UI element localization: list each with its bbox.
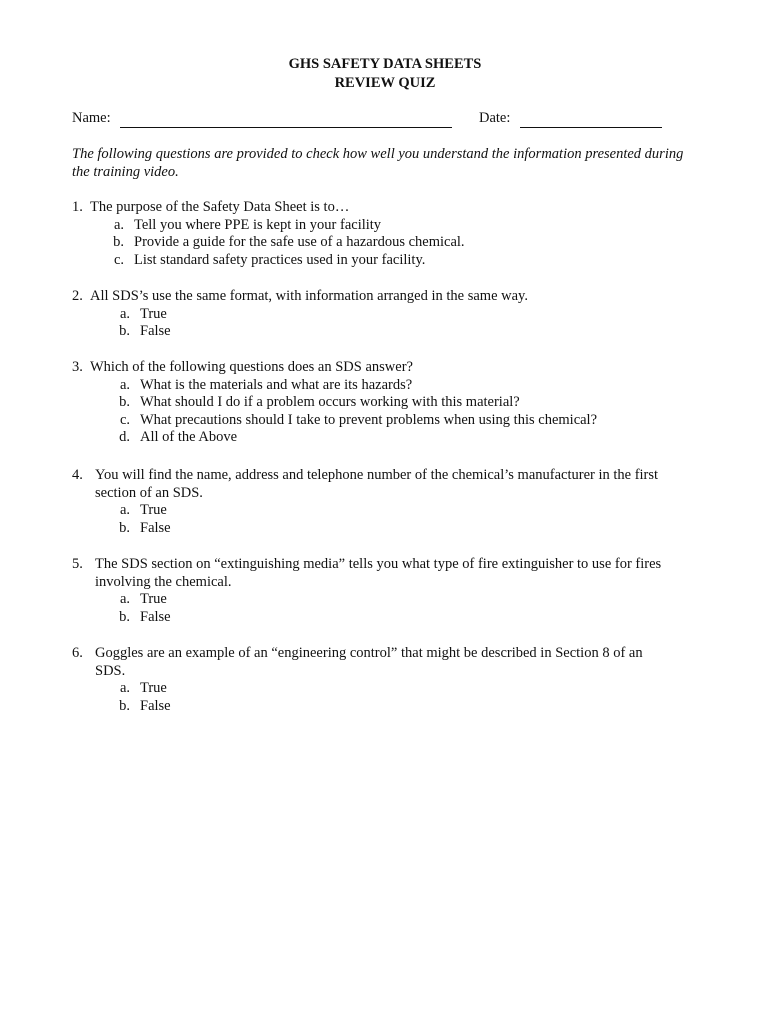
question-2 <box>72 288 702 341</box>
date-field[interactable] <box>520 127 662 128</box>
document-subtitle: REVIEW QUIZ <box>334 75 436 91</box>
option-letter: c. <box>119 411 130 428</box>
question-1 <box>72 199 702 269</box>
question-6 <box>72 645 702 715</box>
question-text: All SDS’s use the same format, with information arranged in the same way. <box>90 288 528 304</box>
question-text: You will find the name, address and telephone number of the chemical’s manufacturer in the first <box>95 467 659 483</box>
option-text: False <box>140 519 171 536</box>
question-number: 1. <box>72 199 83 215</box>
option-text: List standard safety practices used in your facility. <box>134 251 426 268</box>
question-text: The purpose of the Safety Data Sheet is to… <box>90 199 350 215</box>
option-text: What should I do if a problem occurs working with this material? <box>140 394 520 411</box>
option-letter: a. <box>119 376 130 393</box>
option-text: False <box>140 323 171 340</box>
option-letter: b. <box>119 608 130 625</box>
option-letter: b. <box>119 697 130 714</box>
option-letter: a. <box>119 502 130 519</box>
option-text: True <box>140 591 167 608</box>
option-text: True <box>140 680 167 697</box>
option-letter: a. <box>119 591 130 608</box>
option-item <box>72 394 702 412</box>
option-text: All of the Above <box>140 429 238 446</box>
option-item <box>72 412 702 430</box>
option-text: What is the materials and what are its hazards? <box>140 376 413 393</box>
option-letter: b. <box>119 323 130 340</box>
question-number: 4. <box>72 467 83 483</box>
option-text: Tell you where PPE is kept in your facility <box>134 216 382 233</box>
question-5 <box>72 556 702 626</box>
option-letter: d. <box>119 429 130 446</box>
option-letter: b. <box>119 519 130 536</box>
question-text: The SDS section on “extinguishing media” tells you what type of fire extinguisher to use for fires <box>95 556 662 572</box>
option-letter: b. <box>119 394 130 411</box>
question-4 <box>72 467 702 537</box>
question-text: Which of the following questions does an SDS answer? <box>90 359 413 375</box>
option-letter: a. <box>113 216 124 233</box>
question-text-continued: SDS. <box>95 662 126 679</box>
option-item <box>72 234 702 252</box>
question-text: Goggles are an example of an “engineering control” that might be described in Section 8 of an <box>95 645 643 661</box>
question-number: 2. <box>72 288 83 304</box>
name-field[interactable] <box>120 127 452 128</box>
option-item <box>72 217 702 235</box>
name-label: Name: <box>72 110 111 126</box>
document-title: GHS SAFETY DATA SHEETS <box>288 56 482 72</box>
option-item <box>72 698 702 716</box>
question-3 <box>72 359 702 447</box>
option-letter: c. <box>113 251 124 268</box>
intro-text: The following questions are provided to check how well you understand the information presented during the training video. <box>72 146 684 180</box>
option-item <box>72 377 702 395</box>
option-text: False <box>140 697 171 714</box>
question-number: 3. <box>72 359 83 375</box>
option-item <box>72 323 702 341</box>
question-number: 6. <box>72 645 83 661</box>
option-text: True <box>140 305 167 322</box>
option-text: False <box>140 608 171 625</box>
question-number: 5. <box>72 556 83 572</box>
option-letter: a. <box>119 305 130 322</box>
option-text: What precautions should I take to prevent problems when using this chemical? <box>140 411 598 428</box>
option-item <box>72 591 702 609</box>
option-item <box>72 502 702 520</box>
option-item <box>72 429 702 447</box>
option-text: Provide a guide for the safe use of a hazardous chemical. <box>134 234 465 251</box>
question-text-continued: involving the chemical. <box>95 573 232 590</box>
option-item <box>72 520 702 538</box>
option-item <box>72 252 702 270</box>
option-item <box>72 680 702 698</box>
option-letter: b. <box>113 234 124 251</box>
option-text: True <box>140 502 167 519</box>
option-item <box>72 306 702 324</box>
date-label: Date: <box>479 110 511 126</box>
question-text-continued: section of an SDS. <box>95 484 203 501</box>
option-letter: a. <box>119 680 130 697</box>
name-date-row <box>72 110 672 130</box>
option-item <box>72 609 702 627</box>
